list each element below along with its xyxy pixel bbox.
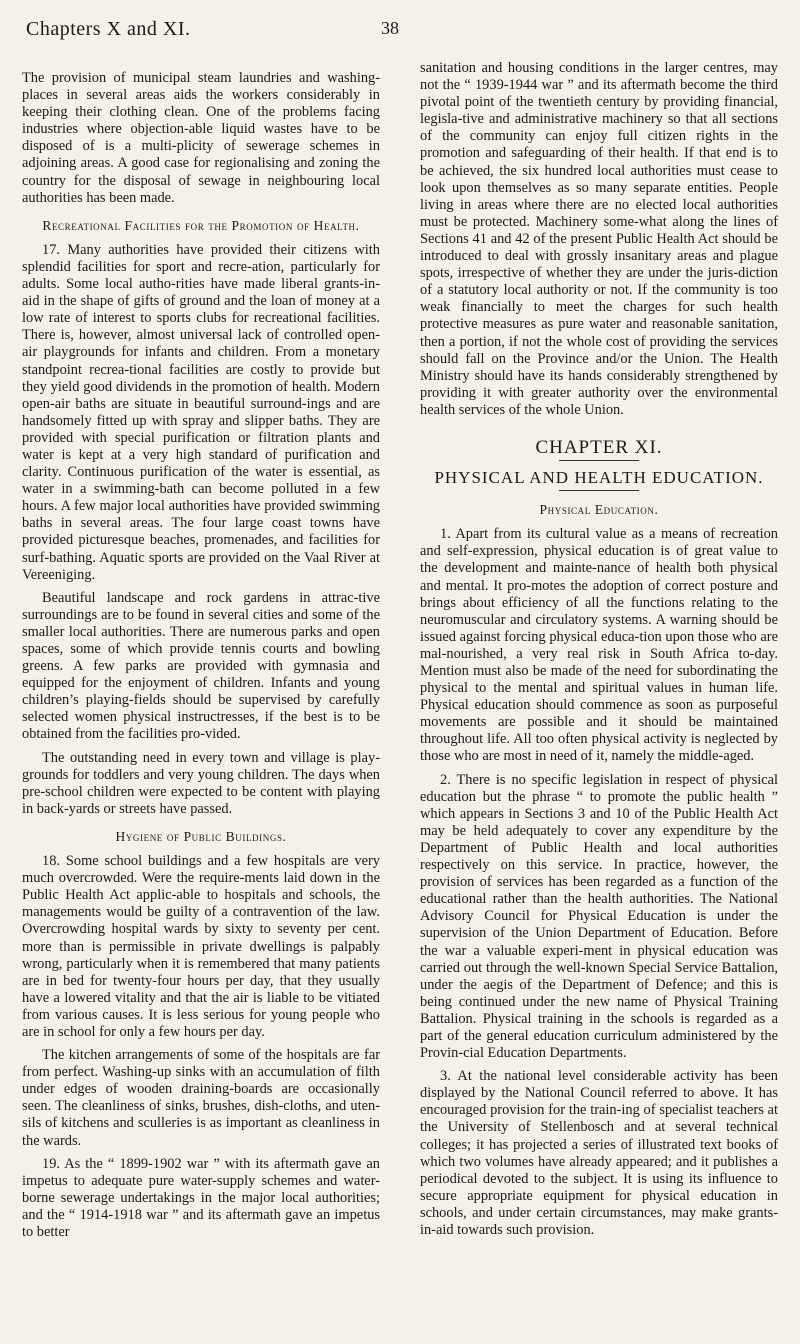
- paragraph: Beautiful landscape and rock gardens in attrac-tive surroundings are to be found in several cities and some of the smaller local authorities. There are numerous parks and open spaces, some of which provide tennis courts and bowling greens. A few parks are provided with gymnasia and equipped for the enjoyment of children. Infants and young children’s playing-fields should be supervised by carefully selected women physical instructresses, if the best is to be obtained from the facilities pro-vided.: [22, 589, 380, 743]
- paragraph: 19. As the “ 1899-1902 war ” with its aftermath gave an impetus to adequate pure water-supply schemes and water-borne sewerage undertakings in the major local authorities; and the “ 1914-1918 war ” and its aftermath gave an impetus to better: [22, 1155, 380, 1240]
- paragraph: 17. Many authorities have provided their citizens with splendid facilities for sport and recre-ation, particularly for adults. Some local autho-rities have made liberal grants-in-aid in the shape of gifts of ground and the loan of money at a low rate of interest to sports clubs for recreational facilities. There is, however, almost universal lack of controlled open-air playgrounds for infants and children. From a monetary standpoint recrea-tional facilities are costly to provide but they yield good dividends in the promotion of health. Modern open-air baths are situate in beautiful surround-ings and are handsomely fitted up with spray and slipper baths. They are provided with special purification or filtration plants and water is kept at a very high standard of purification and clarity. Continuous purification of the water is essential, as water in a swimming-bath can become polluted in a few hours. A few major local authorities have provided swimming baths in several areas. The four large coast towns have provided picturesque beaches, promenades, and facilities for surf-bathing. Aquatic sports are provided on the Vaal River at Vereeniging.: [22, 241, 380, 583]
- paragraph: 2. There is no specific legislation in respect of physical education but the phrase “ to promote the public health ” which appears in Sections 3 and 10 of the Public Health Act may be held adequately to cover any expenditure by the Department of Public Health and local authorities respectively on this service. In practice, however, the provision of services has been regarded as a function of the educational rather than the health authorities. The National Advisory Council for Physical Education is under the supervision of the Union Department of Education. Before the war a valuable experi-ment in physical education was carried out through the well-known Special Service Battalion, under the aegis of the Department of Defence; and this is being continued under the new name of Physical Training Battalion. Physical training in the schools is regarded as a part of the general education curriculum administered by the Provin-cial Education Departments.: [420, 771, 778, 1062]
- left-column: [22, 70, 380, 1247]
- chapter-title: CHAPTER XI.: [535, 436, 663, 458]
- chapter-rule: [559, 490, 639, 491]
- paragraph: The provision of municipal steam laundries and washing-places in several areas aids the workers considerably in keeping their clothing clean. One of the problems facing industries where objection-able liquid wastes have to be disposed of is a multi-plicity of sewerage schemes in adjoining areas. A good case for regionalising and zoning the country for the disposal of sewage in neighbouring local authorities has been made.: [22, 70, 380, 206]
- right-column: [420, 60, 778, 1245]
- paragraph: The kitchen arrangements of some of the hospitals are far from perfect. Washing-up sinks with an accumulation of filth under edges of wooden draining-boards are occasionally seen. The cleanliness of sinks, brushes, dish-cloths, and uten-sils of kitchens and sculleries is as important as cleanliness in the wards.: [22, 1047, 380, 1149]
- chapter-rule: [559, 460, 639, 461]
- paragraph: sanitation and housing conditions in the larger centres, may not the “ 1939-1944 war ” and its aftermath become the third pivotal point of the twentieth century by providing financial, legisla-tive and administrative machinery so that all sections of the community can enjoy full citizen rights in the promotion and safeguarding of their health. If that end is to be achieved, the six hundred local authorities must cease to look upon themselves as so many separate entities. People living in areas where there are no elected local authorities must be protected. Machinery some-what along the lines of Sections 41 and 42 of the present Public Health Act should be introduced to deal with grossly insanitary areas and plague spots, irrespective of whether they are under the juris-diction of a statutory local authority or not. If the community is too weak financially to meet the charges for such health protective measures as pure water and reasonable sanitation, then a portion, if not the whole cost of providing the services should fall on the Province and/or the Union. The Health Ministry should have its hands considerably strengthened by providing it with greater authority over the environmental health services of the whole Union.: [420, 60, 778, 418]
- section-heading: Recreational Facilities for the Promotion of Health.: [42, 217, 360, 233]
- section-heading: Physical Education.: [539, 502, 659, 518]
- running-head: Chapters X and XI.: [26, 18, 191, 40]
- paragraph: The outstanding need in every town and village is play-grounds for toddlers and very young children. The days when pre-school children were expected to be content with playing in back-yards or streets have passed.: [22, 749, 380, 817]
- paragraph: 3. At the national level considerable activity has been displayed by the National Council referred to above. It has encouraged provision for the train-ing of specialist teachers at the University of Stellenbosch and at several technical colleges; it has projected a series of illustrated text books of which two volumes have already appeared; and it publishes a periodical devoted to the subject. It is using its influence to secure appropriate equipment for physical education in schools, and under certain circumstances, may make grants-in-aid towards such provision.: [420, 1068, 778, 1238]
- page-number: 38: [381, 18, 399, 38]
- section-heading: Hygiene of Public Buildings.: [115, 828, 287, 844]
- chapter-subtitle: PHYSICAL AND HEALTH EDUCATION.: [434, 468, 764, 488]
- paragraph: 1. Apart from its cultural value as a means of recreation and self-expression, physical education is of great value to the development and mainte-nance of health both physical and mental. It pro-motes the adoption of correct posture and brings about efficiency of all the functions relating to the neuromuscular and circulatory systems. A warning should be issued against forcing physical educa-tion upon those who are mal-nourished, a very real risk in South Africa to-day. Mention must also be made of the need for subordinating the physical to the mental and spiritual values in human life. Physical education should commence as soon as purposeful movements are possible and it should be maintained throughout life. All too often physical activity is neglected by those who are most in need of it, namely the middle-aged.: [420, 526, 778, 765]
- paragraph: 18. Some school buildings and a few hospitals are very much overcrowded. Were the require-ments laid down in the Public Health Act applic-able to hospitals and schools, the managements would be guilty of a contravention of the law. Overcrowding hospital wards by sixty to seventy per cent. more than is permissible in private dwellings is palpably wrong, particularly when it is remembered that many patients are in bed for twenty-four hours per day, that they usually have a lowered vitality and that the air is liable to be vitiated from various causes. It is less serious for young people who are in school for only a few hours per day.: [22, 853, 380, 1040]
